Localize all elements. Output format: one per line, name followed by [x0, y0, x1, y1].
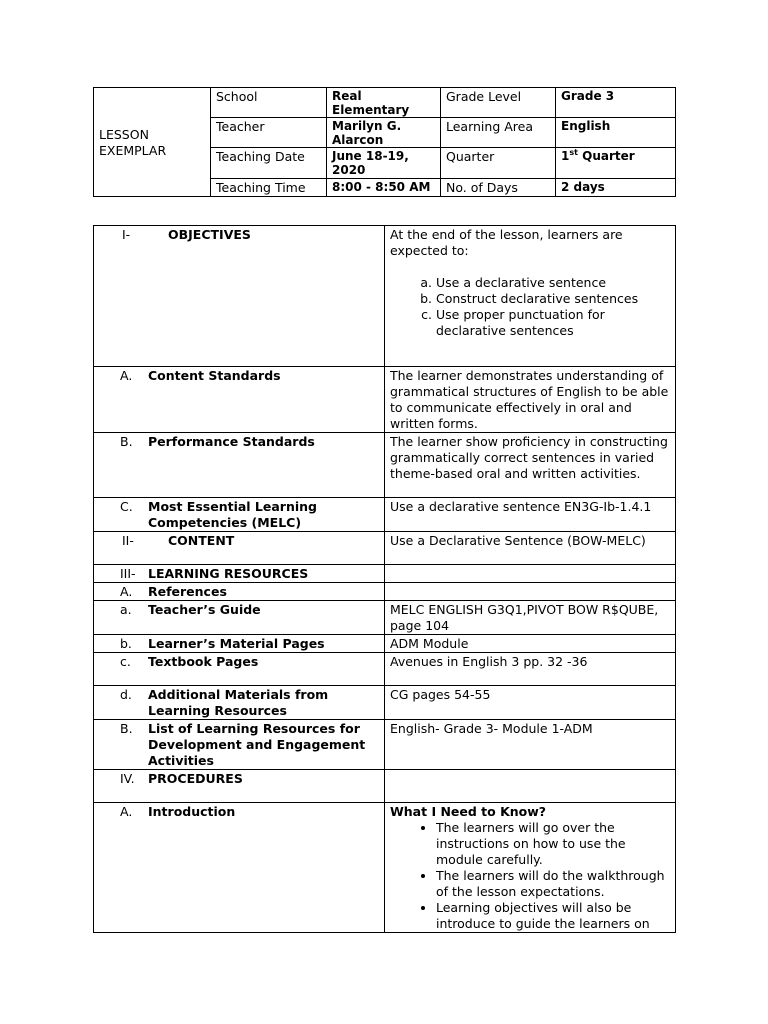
learning-resources-heading [94, 566, 379, 582]
table-row [94, 635, 676, 653]
teaching-date-label: Teaching Date [211, 148, 327, 179]
performance-standards-value: The learner show proficiency in constructing grammatically correct sentences in varied theme-based oral and written activities. [385, 433, 676, 498]
quarter-number: 1 [561, 149, 570, 163]
section-marker: I- [122, 227, 131, 242]
grade-level-label: Grade Level [441, 88, 556, 118]
table-row [94, 367, 676, 433]
list-item: • Learning objectives will also be introduce to guide the learners on [436, 900, 670, 932]
table-row [94, 686, 676, 720]
textbook-value: Avenues in English 3 pp. 32 -36 [385, 653, 676, 686]
section-marker: b. [120, 636, 132, 651]
objectives-list [390, 275, 670, 339]
quarter-label: Quarter [441, 148, 556, 179]
section-label: CONTENT [168, 533, 235, 548]
teaching-date-value: June 18-19, 2020 [327, 148, 441, 179]
melc-heading [94, 499, 379, 531]
section-marker: IV. [120, 771, 135, 786]
content-value: Use a Declarative Sentence (BOW-MELC) [385, 532, 676, 565]
section-marker: III- [120, 566, 136, 581]
objectives-intro: At the end of the lesson, learners are expected to: [390, 227, 623, 258]
section-marker: B. [120, 434, 133, 449]
additional-materials-heading [94, 687, 379, 719]
section-label: PROCEDURES [148, 771, 243, 786]
table-row [94, 433, 676, 498]
no-of-days-label: No. of Days [441, 179, 556, 197]
section-marker: A. [120, 804, 133, 819]
lesson-plan-table [93, 225, 676, 933]
list-item: a. Use a declarative sentence [436, 275, 670, 291]
objectives-heading [94, 227, 379, 243]
section-label: Performance Standards [148, 434, 315, 449]
quarter-suffix: st [569, 148, 578, 157]
content-standards-heading [94, 368, 379, 384]
quarter-value [556, 148, 676, 179]
section-marker: c. [120, 654, 131, 669]
list-item: • The learners will do the walkthrough of the lesson expectations. [436, 868, 670, 900]
table-row [94, 720, 676, 770]
teachers-guide-value: MELC ENGLISH G3Q1,PIVOT BOW R$QUBE, page 104 [385, 601, 676, 635]
list-item: b. Construct declarative sentences [436, 291, 670, 307]
table-row [94, 803, 676, 933]
section-label: Learner’s Material Pages [148, 636, 325, 651]
section-marker: A. [120, 368, 133, 383]
section-label: LEARNING RESOURCES [148, 566, 309, 581]
table-row [94, 565, 676, 583]
section-label: Content Standards [148, 368, 281, 383]
section-marker: a. [120, 602, 132, 617]
section-marker: II- [122, 533, 134, 548]
table-row [94, 770, 676, 803]
learners-material-heading [94, 636, 379, 652]
grade-level-value: Grade 3 [556, 88, 676, 118]
quarter-word: Quarter [577, 149, 635, 163]
list-item: • The learners will go over the instructions on how to use the module carefully. [436, 820, 670, 868]
section-marker: d. [120, 687, 132, 702]
section-label: Introduction [148, 804, 236, 819]
list-resources-value: English- Grade 3- Module 1-ADM [385, 720, 676, 770]
section-label: Textbook Pages [148, 654, 259, 669]
section-label: Most Essential Learning Competencies (MELC) [148, 499, 317, 530]
learning-area-value: English [556, 118, 676, 148]
teachers-guide-heading [94, 602, 379, 618]
no-of-days-value: 2 days [556, 179, 676, 197]
introduction-bullets [390, 820, 670, 932]
table-row [94, 532, 676, 565]
list-item: c. Use proper punctuation for declarative sentences [436, 307, 670, 339]
table-row [94, 653, 676, 686]
table-row [94, 226, 676, 367]
section-label: Additional Materials from Learning Resources [148, 687, 329, 718]
section-label: Teacher’s Guide [148, 602, 261, 617]
table-row [94, 583, 676, 601]
references-heading [94, 584, 379, 600]
section-label: List of Learning Resources for Development and Engagement Activities [148, 721, 366, 768]
header-table [93, 87, 676, 197]
procedures-heading [94, 771, 379, 787]
textbook-heading [94, 654, 379, 670]
teaching-time-label: Teaching Time [211, 179, 327, 197]
list-resources-heading [94, 721, 379, 769]
section-label: OBJECTIVES [168, 227, 251, 242]
section-marker: C. [120, 499, 133, 514]
what-i-need-to-know-heading: What I Need to Know? [390, 804, 547, 819]
learners-material-value: ADM Module [385, 635, 676, 653]
teacher-label: Teacher [211, 118, 327, 148]
school-value: Real Elementary [327, 88, 441, 118]
performance-standards-heading [94, 434, 379, 450]
introduction-heading [94, 804, 379, 820]
section-marker: A. [120, 584, 133, 599]
teaching-time-value: 8:00 - 8:50 AM [327, 179, 441, 197]
section-label: References [148, 584, 227, 599]
learning-area-label: Learning Area [441, 118, 556, 148]
content-standards-value: The learner demonstrates understanding of grammatical structures of English to be able to communicate effectively in oral and written forms. [385, 367, 676, 433]
additional-materials-value: CG pages 54-55 [385, 686, 676, 720]
lesson-exemplar-title: LESSON EXEMPLAR [94, 88, 211, 197]
melc-value: Use a declarative sentence EN3G-Ib-1.4.1 [385, 498, 676, 532]
table-row [94, 601, 676, 635]
school-label: School [211, 88, 327, 118]
content-heading [94, 533, 379, 549]
table-row [94, 498, 676, 532]
section-marker: B. [120, 721, 133, 736]
teacher-value: Marilyn G. Alarcon [327, 118, 441, 148]
